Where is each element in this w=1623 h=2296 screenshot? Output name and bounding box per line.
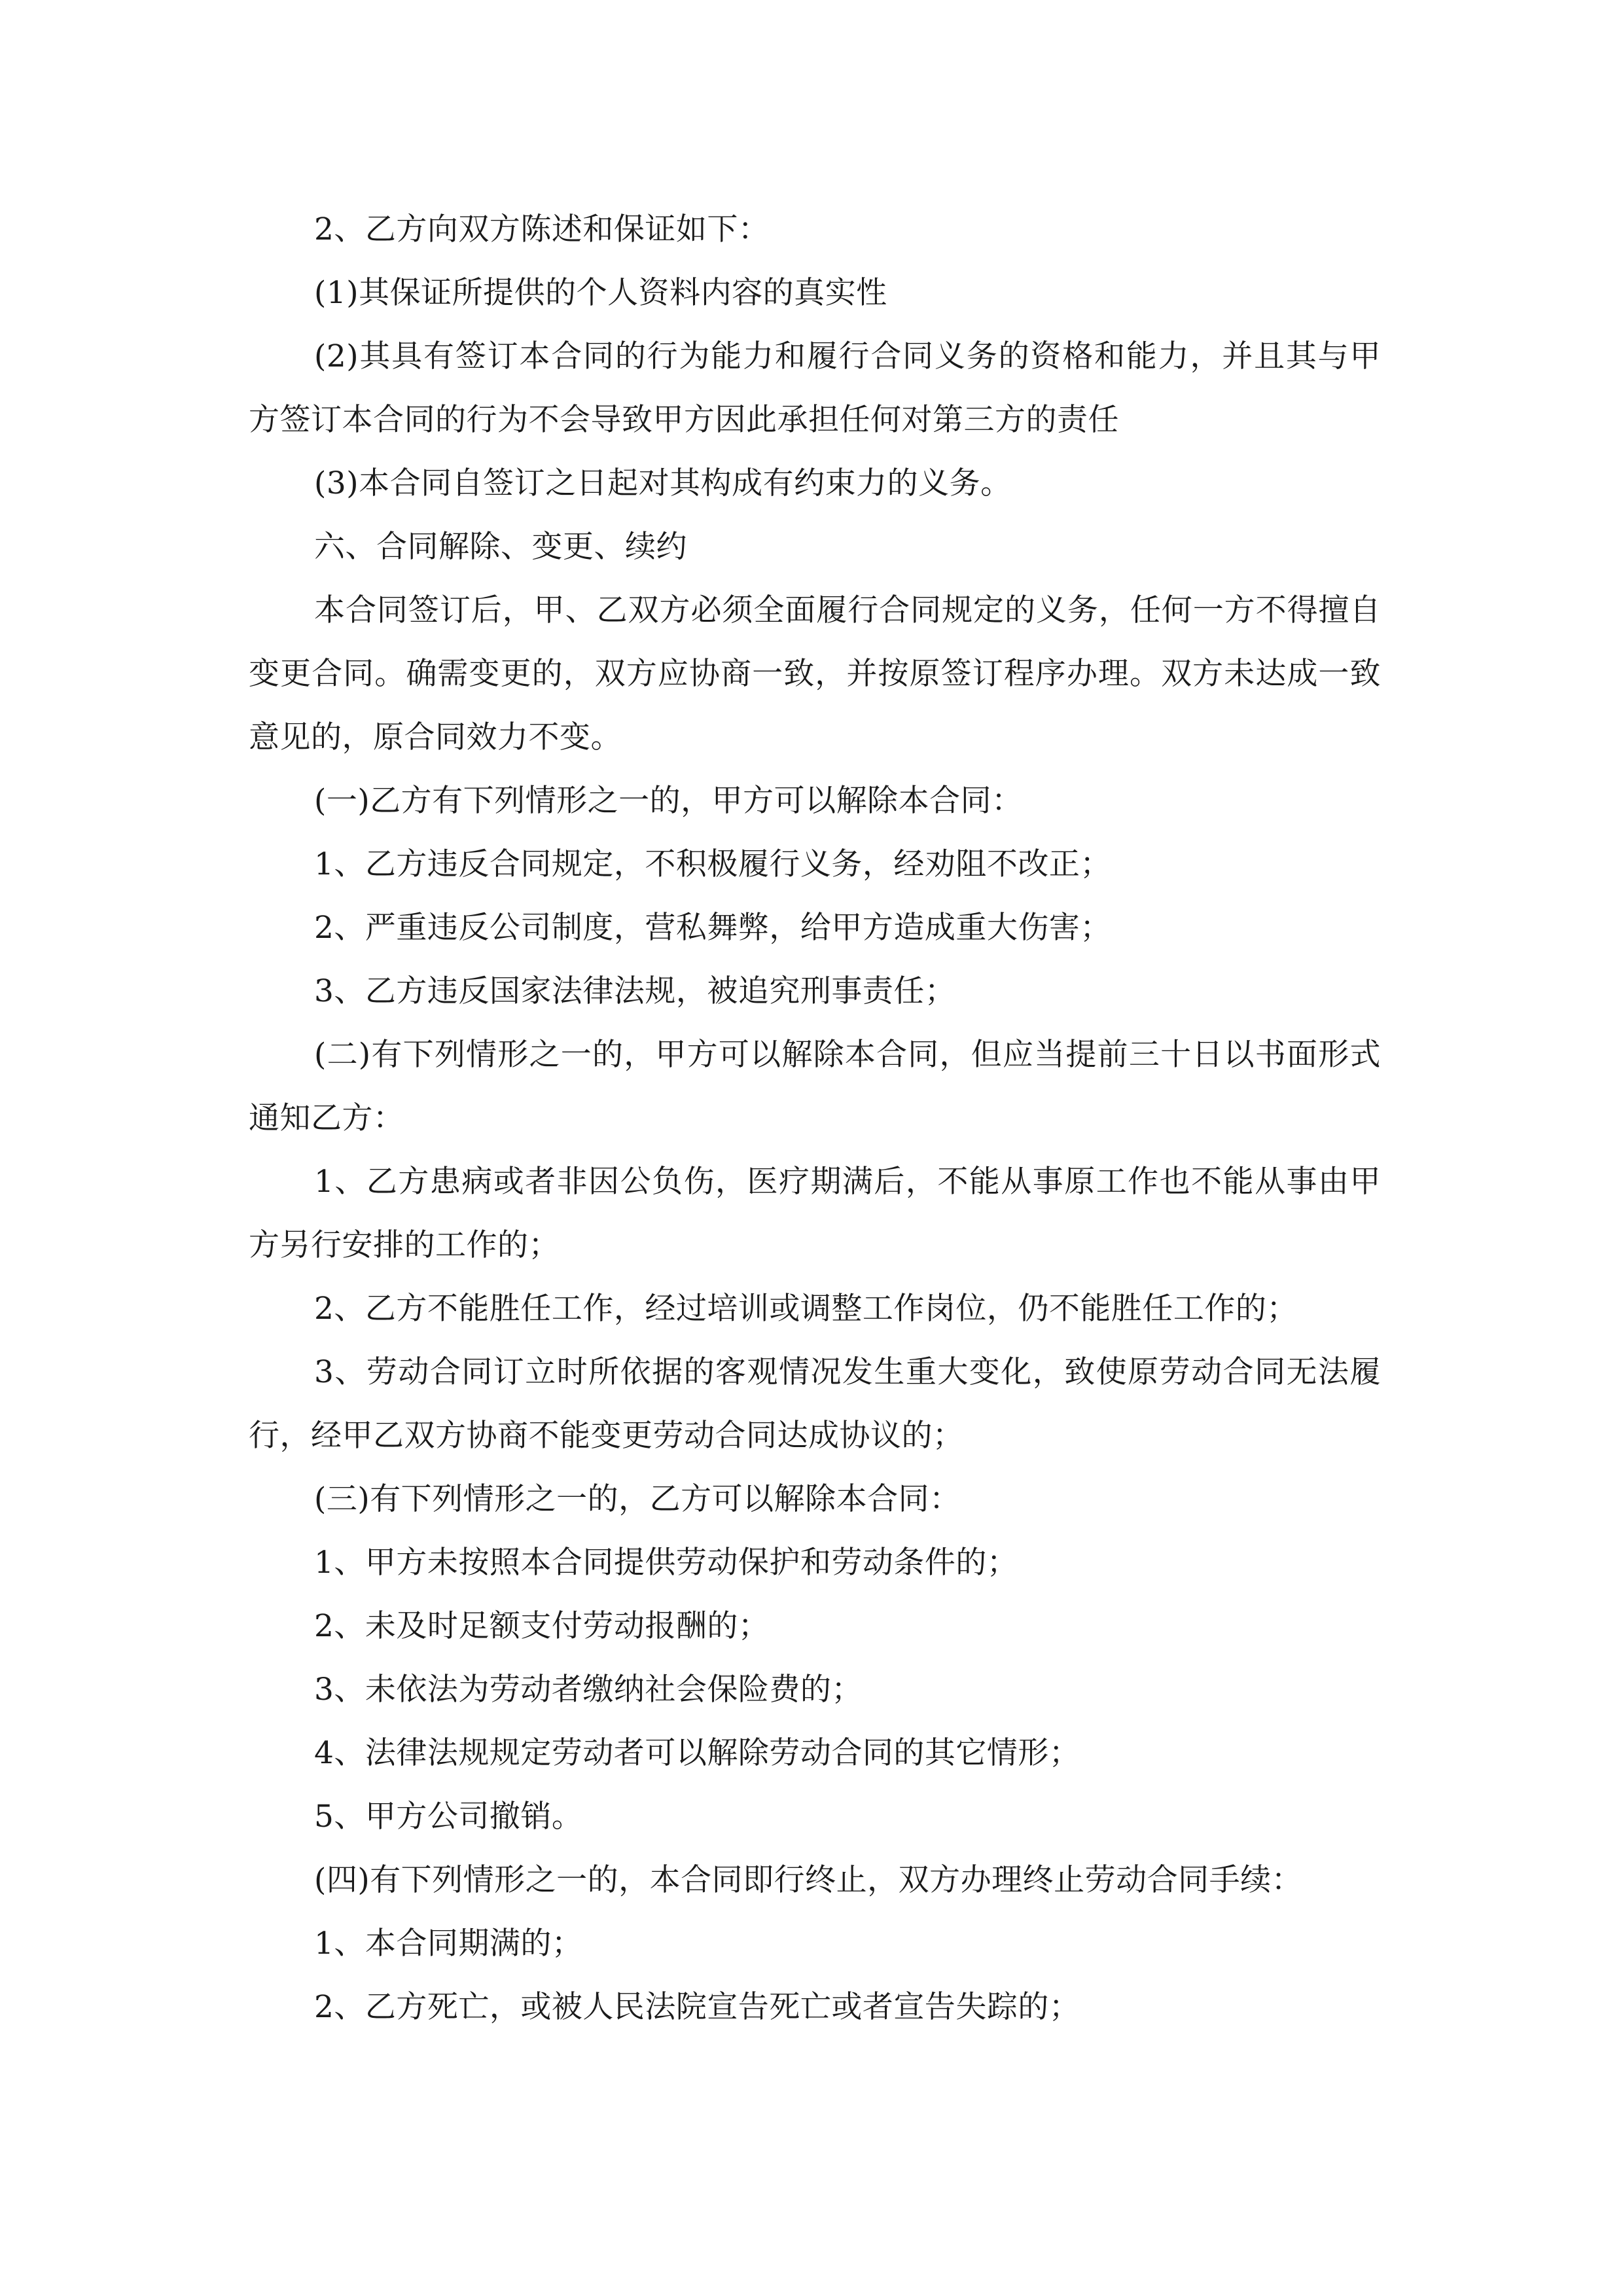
list-item: 3、劳动合同订立时所依据的客观情况发生重大变化，致使原劳动合同无法履行，经甲乙双方协商不能变更劳动合同达成协议的；	[249, 1354, 1381, 1454]
paragraph: (1)其保证所提供的个人资料内容的真实性	[314, 275, 887, 311]
list-item: 1、乙方患病或者非因公负伤，医疗期满后，不能从事原工作也不能从事由甲方另行安排的工作的；	[249, 1164, 1381, 1263]
document-body	[249, 198, 1381, 2039]
paragraph: 本合同签订后，甲、乙双方必须全面履行合同规定的义务，任何一方不得擅自变更合同。确需变更的，双方应协商一致，并按原签订程序办理。双方未达成一致意见的，原合同效力不变。	[249, 592, 1381, 755]
list-item: 2、严重违反公司制度，营私舞弊，给甲方造成重大伤害；	[314, 910, 1111, 946]
paragraph: 2、乙方向双方陈述和保证如下：	[314, 211, 770, 247]
subsection-heading: (二)有下列情形之一的，甲方可以解除本合同，但应当提前三十日以书面形式通知乙方：	[249, 1037, 1381, 1136]
list-item: 2、乙方死亡，或被人民法院宣告死亡或者宣告失踪的；	[314, 1989, 1080, 2025]
paragraph: (3)本合同自签订之日起对其构成有约束力的义务。	[314, 465, 1012, 501]
paragraph: (2)其具有签订本合同的行为能力和履行合同义务的资格和能力，并且其与甲方签订本合同的行为不会导致甲方因此承担任何对第三方的责任	[249, 338, 1381, 438]
list-item: 2、未及时足额支付劳动报酬的；	[314, 1608, 770, 1644]
list-item: 3、乙方违反国家法律法规，被追究刑事责任；	[314, 973, 956, 1009]
list-item: 3、未依法为劳动者缴纳社会保险费的；	[314, 1672, 863, 1708]
section-heading: 六、合同解除、变更、续约	[314, 529, 687, 565]
list-item: 1、甲方未按照本合同提供劳动保护和劳动条件的；	[314, 1545, 1018, 1581]
list-item: 1、本合同期满的；	[314, 1926, 583, 1962]
list-item: 5、甲方公司撤销。	[314, 1799, 583, 1835]
list-item: 4、法律法规规定劳动者可以解除劳动合同的其它情形；	[314, 1735, 1080, 1771]
list-item: 1、乙方违反合同规定，不积极履行义务，经劝阻不改正；	[314, 846, 1111, 882]
subsection-heading: (四)有下列情形之一的，本合同即行终止，双方办理终止劳动合同手续：	[314, 1862, 1303, 1898]
subsection-heading: (一)乙方有下列情形之一的，甲方可以解除本合同：	[314, 783, 1023, 819]
list-item: 2、乙方不能胜任工作，经过培训或调整工作岗位，仍不能胜任工作的；	[314, 1291, 1298, 1327]
subsection-heading: (三)有下列情形之一的，乙方可以解除本合同：	[314, 1481, 961, 1517]
